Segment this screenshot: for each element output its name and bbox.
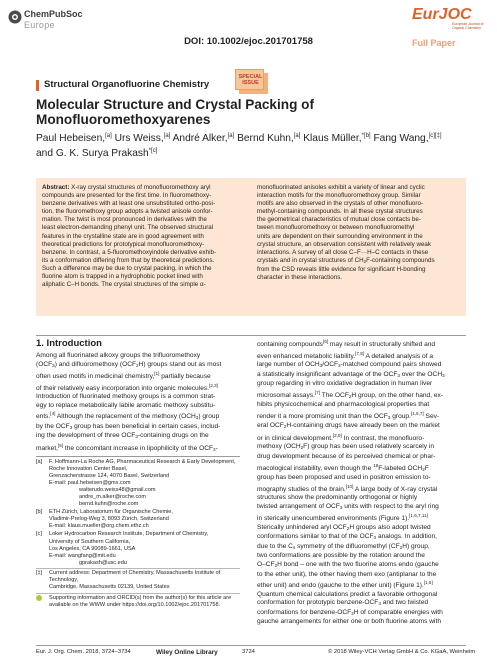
footnote <box>36 509 240 530</box>
section-divider <box>36 335 466 336</box>
body-line: $O-CF_2H$ bond – one with the two fluorine atoms endo (gauche <box>257 561 439 569</box>
abstract-line: features in the crystalline state are in good agreement with <box>42 232 204 240</box>
intro-heading: 1. Introduction <box>36 338 102 349</box>
chempubsoc-logo-icon <box>8 10 22 24</box>
journal-logo-main: Eur <box>412 6 439 23</box>
footnote-line: walterudo.weiss48@gmail.com <box>79 487 156 494</box>
abstract-line: benzene. In contrast, a 5-fluoromethoxyindole derivative exhib- <box>42 248 217 256</box>
body-line: in sterically unencumbered environments (Figure 1).[1,6,7,11] <box>257 513 428 523</box>
body-line: Sterically unhindered aryl $OCF_2H$ groups also adopt twisted <box>257 523 431 531</box>
body-line: mography studies of the brain.[10] A large body of X-ray crystal <box>257 483 438 493</box>
body-line: conformations similar to that of the $OCF_3$ analogs. In addition, <box>257 533 437 541</box>
author: Bernd Kuhn,[a] <box>237 133 301 144</box>
special-issue-badge <box>235 69 268 94</box>
footnote-line: Vladimir-Prelog-Weg 3, 8093 Zürich, Switzerland <box>49 516 169 523</box>
footnote-line: E-mail: klaus.mueller@org.chem.ethz.ch <box>49 523 149 530</box>
article-doi[interactable]: DOI: 10.1002/ejoc.201701758 <box>184 36 313 47</box>
body-line: large number of $OCH_3/OCF_3$-matched compound pairs showed <box>257 361 442 369</box>
footer-copyright: © 2018 Wiley-VCH Verlag GmbH & Co. KGaA, Weinheim <box>328 649 476 655</box>
body-line: to the ether unit), the other having them exo (antiplanar to the <box>257 570 437 578</box>
body-line: $(OCF_3)$ and difluoromethoxy $(OCF_2H)$ groups stand out as most <box>36 360 222 368</box>
body-line: by the $OCF_3$ group has been beneficial in certain cases, includ- <box>36 422 221 430</box>
body-line: group regarding in vitro oxidative degradation in human liver <box>257 380 433 388</box>
abstract-line: Such a difference may be due to crystal packing, in which the <box>42 264 212 272</box>
footnote-separator <box>36 568 240 569</box>
body-line: Quantum chemical calculations predict a favorable orthogonal <box>257 590 438 598</box>
author-list <box>36 130 476 160</box>
page-header <box>0 0 497 48</box>
footnote <box>36 531 240 566</box>
author: Paul Hebeisen,[a] <box>36 133 112 144</box>
abstract-line: methyl-containing compounds. In all these crystal structures <box>257 208 423 216</box>
body-line: group has been proposed and used in positron emission to- <box>257 474 431 482</box>
body-line: gauche arrangements for either one or both fluorine atoms with <box>257 618 441 626</box>
article-title <box>36 97 476 127</box>
abstract-line: the geometrical characteristics of mutual close contacts be- <box>257 216 421 224</box>
footnote-line: Technology, <box>49 577 79 584</box>
body-line: market,[5] the concomitant increase in lipophilicity of the $OCF_3-$ <box>36 442 218 452</box>
body-line: Among all fluorinated alkoxy groups the trifluoromethoxy <box>36 352 201 359</box>
body-line: ether unit) and endo (gauche to the ether unit) (Figure 1).[1,6] <box>257 580 433 590</box>
footnote-tag: [c] <box>36 531 42 538</box>
abstract-line: its a conformation differing from that by theoretical predictions. <box>42 256 215 264</box>
abstract-line <box>42 184 247 192</box>
abstract-line: least electron-demanding phenyl unit. The observed structural <box>42 224 214 232</box>
intro-left-column <box>36 352 240 454</box>
footnote-line: bernd.kuhn@roche.com <box>79 501 139 508</box>
ejoc-logo <box>412 6 492 32</box>
body-line: ing the development of three $OCF_3$-containing drugs on the <box>36 432 209 440</box>
footnote-line: E-mail: wangfang@mit.edu <box>49 552 116 559</box>
journal-logo-accent: JOC <box>438 6 472 23</box>
body-line: microsomal assays.[7] The $OCF_2H$ group, on the other hand, ex- <box>257 389 444 399</box>
title-line: Monofluoromethoxyarenes <box>36 112 211 127</box>
abstract-line: crystals and in crystal structures of $CH_2F$-containing compounds <box>257 256 435 264</box>
footnote-line: Current address: Department of Chemistry, Massachusetts Institute of <box>49 570 221 577</box>
footnote-tag <box>36 595 44 603</box>
abstract-line: from the CSD reveals little evidence for significant H-bonding <box>257 265 426 273</box>
abstract-line: theoretical predictions for prototypical monofluoromethoxy- <box>42 240 205 248</box>
footer-page-number: 3724 <box>242 649 255 655</box>
footnote-line: gprakash@usc.edu <box>79 559 127 566</box>
footnote-line: Grenzacherstrasse 124, 4070 Basel, Switzerland <box>49 473 170 480</box>
abstract-line: mation. The twist is most pronounced in derivatives with the <box>42 216 207 224</box>
intro-right-column <box>257 338 466 627</box>
abstract-line: compounds are presented for the first time. In fluoromethoxy- <box>42 192 212 200</box>
special-issue-line: SPECIAL <box>238 74 263 80</box>
footnote-line: andre_m.alker@roche.com <box>79 494 146 501</box>
abstract-line: fluorine atom is trapped in a hydrophobic pocket lined with <box>42 273 203 281</box>
abstract-box <box>36 178 466 316</box>
body-line: methoxy $(OCH_2F)$ group has been used relatively scarcely in <box>257 443 435 451</box>
section-label-text: Structural Organofluorine Chemistry <box>44 79 210 90</box>
footnote-line: ETH Zürich, Laboratorium für Organische Chemie, <box>49 509 173 516</box>
affiliation-footnotes <box>36 459 240 609</box>
publisher-sub: Europe <box>24 20 55 30</box>
body-line: drug development because of its perceived chemical or phar- <box>257 453 436 461</box>
body-line: or in clinical development.[2,9] In contrast, the monofluoro- <box>257 432 425 442</box>
body-line: two conformations are possible by the rotation around the <box>257 552 425 560</box>
body-line: eral $OCF_2H$-containing drugs have already been on the market <box>257 422 440 430</box>
chempubsoc-logo <box>8 8 83 36</box>
author: André Alker,[a] <box>172 133 235 144</box>
footnote-line: available on the WWW under https://doi.org/10.1002/ejoc.201701758. <box>49 601 221 608</box>
article-type: Full Paper <box>412 38 456 48</box>
abstract-line: tion, the fluoromethoxy group adopts a twisted anisole confor- <box>42 208 213 216</box>
author: and G. K. Surya Prakash$^{*[c]}$ <box>36 148 158 159</box>
abstract-line: units are dependent on their surrounding environment in the <box>257 232 423 240</box>
abstract-line: motifs are also observed in the crystals of other monofluoro- <box>257 200 424 208</box>
footnote <box>36 459 240 508</box>
body-line: render it a more promising unit than the $OCF_3$ group.[1,6,7] Sev- <box>257 410 440 420</box>
abstract-line-text: X-ray crystal structures of monofluoromethoxy aryl <box>69 184 211 191</box>
footnote-divider <box>36 456 240 457</box>
abstract-line: interaction motifs for the monofluoromethoxy group. Similar <box>257 192 421 200</box>
journal-logo-tag: European Journal of Organic Chemistry <box>452 22 484 30</box>
special-issue-line: ISSUE <box>242 80 259 86</box>
footnote-line: Los Angeles, CA 90089-1661, USA <box>49 545 136 552</box>
body-line: twisted arrangement of $OCF_3$ units with respect to the aryl ring <box>257 502 439 510</box>
abstract-line: character in these interactions. <box>257 274 343 282</box>
special-issue-text <box>236 74 265 86</box>
footnote-tag: [‡] <box>36 570 43 577</box>
title-line: Molecular Structure and Crystal Packing of <box>36 97 314 112</box>
abstract-line: crystal structure, an observation consistent with relatively weak <box>257 240 432 248</box>
footnote-tag: [a] <box>36 459 43 465</box>
footnote-line: Cambridge, Massachusetts 02139, United States <box>49 584 170 591</box>
abstract-line: tween monofluoromethoxy or between monofluoromethyl <box>257 224 415 232</box>
abstract-line: benzene derivatives with at least one unsubstituted ortho-posi- <box>42 200 216 208</box>
body-line: macological instability, even though the $^{18}$F-labeled $OCH_2F$ <box>257 462 429 472</box>
body-line: conformation for prototypic benzene-$OCF_3$ and two twisted <box>257 599 429 607</box>
body-line: containing compounds[6] may result in structurally shifted and <box>257 339 436 348</box>
abstract-label: Abstract: <box>42 184 70 191</box>
footnote-separator <box>36 593 240 594</box>
body-line: egy to replace metabolically labile aromatic methoxy substitu- <box>36 401 216 409</box>
body-line: ents.[4] Although the replacement of the methoxy $(OCH_3)$ group <box>36 411 220 421</box>
abstract-right-column <box>257 184 462 282</box>
abstract-line: interactions. A survey of all close C–F···H–C contacts in these <box>257 248 429 256</box>
footnote <box>36 570 240 591</box>
author: Urs Weiss,[a] <box>114 133 171 144</box>
publisher-name: ChemPubSoc <box>24 9 83 19</box>
footnote-line: Loker Hydrocarbon Research Institute, Department of Chemistry, <box>49 531 209 538</box>
footnote-line: F. Hoffmann-La Roche AG, Pharmaceutical Research & Early Development, <box>49 459 236 465</box>
author: Klaus Müller,$^{*[b]}$ <box>303 133 371 144</box>
body-line: structures show the predominantly orthogonal or highly <box>257 494 418 502</box>
footer-wiley-online-library[interactable]: Wiley Online Library <box>156 649 218 656</box>
body-line: a statistically insignificant advantage of the $OCF_3$ over the $OCH_3$ <box>257 370 445 378</box>
author: Fang Wang,[c][‡] <box>373 133 442 144</box>
abstract-line: aliphatic C–H bonds. The crystal structures of the simple α- <box>42 281 206 289</box>
body-line: Introduction of fluorinated methoxy groups is a common strat- <box>36 393 216 401</box>
footnote-tag: [b] <box>36 509 43 516</box>
footnote-line: University of Southern California, <box>49 538 131 545</box>
abstract-left-column <box>42 184 247 289</box>
footnote <box>36 595 240 609</box>
footer-citation: Eur. J. Org. Chem. 2018, 3724–3734 <box>36 649 131 655</box>
body-line: even enhanced metabolic liability.[7,8] A detailed analysis of a <box>257 350 433 360</box>
body-line: conformations for benzene-$OCF_2H$ of comparable energies with <box>257 608 443 616</box>
footnote-line: Roche Innovation Center Basel, <box>49 466 128 473</box>
body-line: of their relatively easy incorporation into organic molecules.[2,3] <box>36 382 218 392</box>
body-line: often used motifs in medicinal chemistry,[1] partially because <box>36 371 211 381</box>
body-line: due to the $C_s$ symmetry of the difluoromethyl $(CF_2H)$ group, <box>257 542 430 550</box>
footer-divider <box>36 645 466 646</box>
abstract-line: monofluorinated anisoles exhibit a variety of linear and cyclic <box>257 184 425 191</box>
footnote-line: E-mail: paul.hebeisen@gmx.com <box>49 480 131 487</box>
special-issue-card <box>235 69 264 90</box>
body-line: hibits physicochemical and pharmacological properties that <box>257 401 430 409</box>
footnote-line: Supporting information and ORCID(s) from the author(s) for this article are <box>49 594 232 601</box>
section-bar <box>36 80 39 91</box>
orcid-icon <box>36 595 42 601</box>
